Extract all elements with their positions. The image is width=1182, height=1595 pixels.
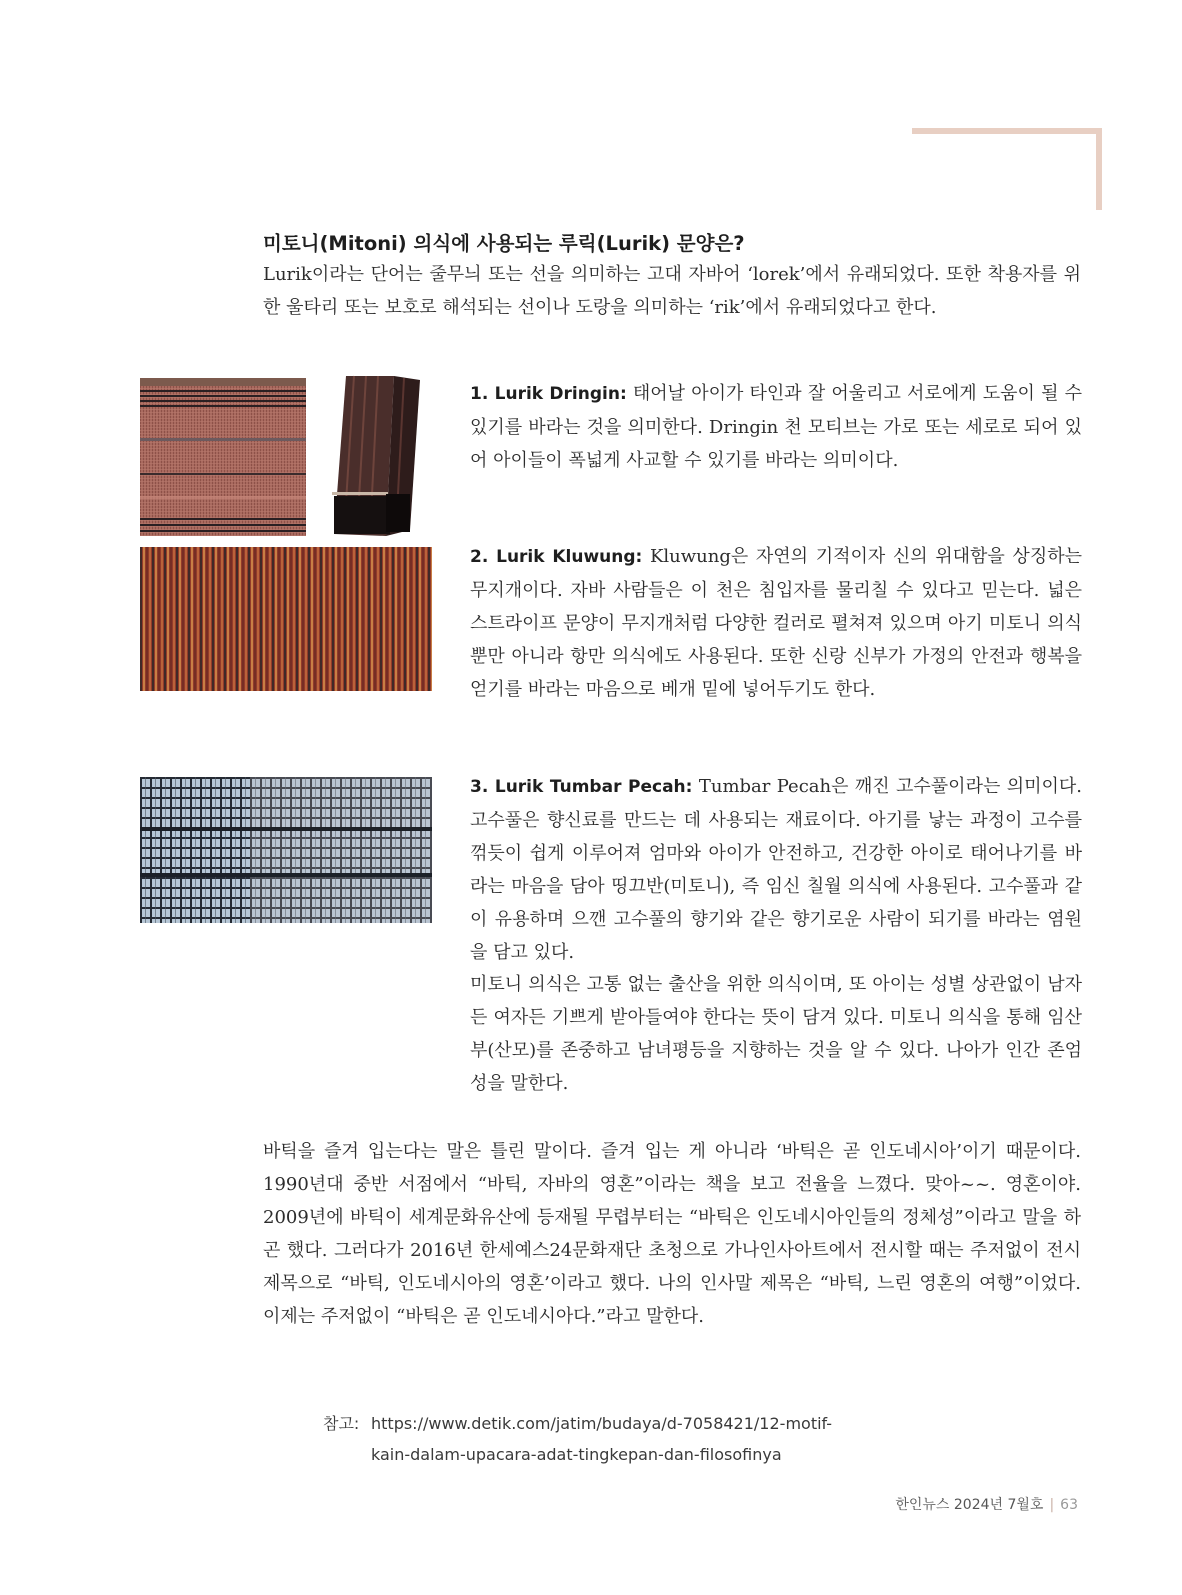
lurik-tumbar-pecah-swatch-image [140,777,432,923]
intro-paragraph: Lurik이라는 단어는 줄무늬 또는 선을 의미하는 고대 자바어 ‘lorek’에서 유래되었다. 또한 착용자를 위한 울타리 또는 보호로 해석되는 선이나 도랑을 의미하는 ‘rik’에서 유래되었다고 한다. [263,264,1081,318]
reference-url-line2[interactable]: kain-dalam-upacara-adat-tingkepan-dan-filosofinya [371,1445,782,1464]
motif-dringin-text: 태어날 아이가 타인과 잘 어울리고 서로에게 도움이 될 수 있기를 바라는 것을 의미한다. Dringin 천 모티브는 가로 또는 세로로 되어 있어 아이들이 폭넓게 사교할 수 있기를 바라는 의미이다. [470,383,1082,471]
corner-accent-frame [912,128,1102,210]
page-footer [895,1494,1078,1514]
reference-label: 참고: [323,1414,360,1433]
footer-separator: | [1049,1497,1055,1513]
reference-block [323,1408,1083,1470]
motif-dringin-label: 1. Lurik Dringin: [470,384,627,404]
motif-kluwung-paragraph [470,540,1082,706]
motif-tumbar-pecah-label: 3. Lurik Tumbar Pecah: [470,777,693,797]
page-number: 63 [1060,1497,1078,1513]
motif-kluwung-text: Kluwung은 자연의 기적이자 신의 위대함을 상징하는 무지개이다. 자바 사람들은 이 천은 침입자를 물리칠 수 있다고 믿는다. 넓은 스트라이프 문양이 무지개처럼 다양한 컬러로 펼쳐져 있으며 아기 미토니 의식 뿐만 아니라 항만 의식에도 사용된다. 또한 신랑 신부가 가정의 안전과 행복을 얻기를 바라는 마음으로 베개 밑에 넣어두기도 한다. [470,546,1082,700]
lurik-dringin-scarf-image [324,374,434,536]
motif-kluwung-label: 2. Lurik Kluwung: [470,547,643,567]
motif-tumbar-pecah-text: Tumbar Pecah은 깨진 고수풀이라는 의미이다. 고수풀은 향신료를 만드는 데 사용되는 재료이다. 아기를 낳는 과정이 고수를 꺾듯이 쉽게 이루어져 엄마와 아이가 안전하고, 건강한 아이로 태어나기를 바라는 마음을 담아 띵끄반(미토니), 즉 임신 칠월 의식에 사용된다. 고수풀과 같이 유용하며 으깬 고수풀의 향기와 같은 향기로운 사람이 되기를 바라는 염원을 담고 있다. [470,776,1082,963]
lurik-dringin-swatch-image [140,378,306,536]
motif-tumbar-pecah-paragraph [470,770,1082,969]
reference-url-line1[interactable]: https://www.detik.com/jatim/budaya/d-7058421/12-motif- [371,1414,833,1433]
footer-publication: 한인뉴스 2024년 7월호 [895,1497,1044,1513]
lurik-kluwung-swatch-image [140,547,432,691]
section-title: 미토니(Mitoni) 의식에 사용되는 루릭(Lurik) 문양은? [263,232,745,255]
mitoni-paragraph: 미토니 의식은 고통 없는 출산을 위한 의식이며, 또 아이는 성별 상관없이 남자든 여자든 기쁘게 받아들여야 한다는 뜻이 담겨 있다. 미토니 의식을 통해 임산부(산모)를 존중하고 남녀평등을 지향하는 것을 알 수 있다. 나아가 인간 존엄성을 말한다. [470,974,1082,1094]
motif-dringin-paragraph [470,377,1082,477]
closing-paragraph: 바틱을 즐겨 입는다는 말은 틀린 말이다. 즐겨 입는 게 아니라 ‘바틱은 곧 인도네시아’이기 때문이다. 1990년대 중반 서점에서 “바틱, 자바의 영혼”이라는 책을 보고 전율을 느꼈다. 맞아~~. 영혼이야. 2009년에 바틱이 세계문화유산에 등재될 무렵부터는 “바틱은 인도네시아인들의 정체성”이라고 말을 하곤 했다. 그러다가 2016년 한세예스24문화재단 초청으로 가나인사아트에서 전시할 때는 주저없이 전시 제목으로 “바틱, 인도네시아의 영혼’이라고 했다. 나의 인사말 제목은 “바틱, 느린 영혼의 여행”이었다. 이제는 주저없이 “바틱은 곧 인도네시아다.”라고 말한다. [263,1141,1081,1327]
